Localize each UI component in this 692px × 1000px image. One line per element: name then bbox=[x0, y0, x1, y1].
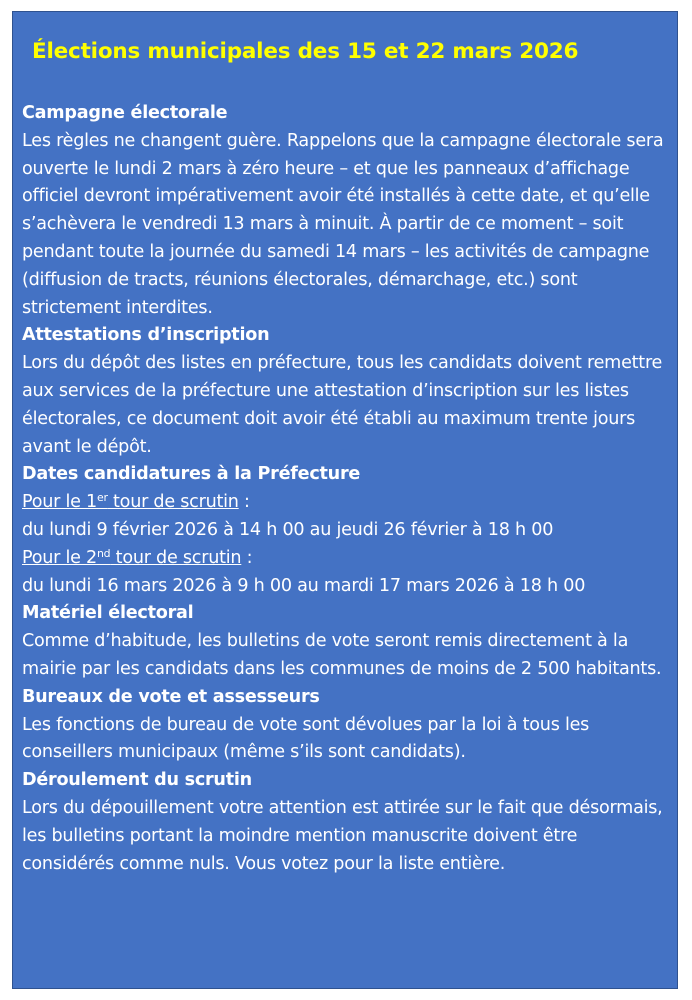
section-text-campagne: Les règles ne changent guère. Rappelons que la campagne électorale sera ouverte le lundi 2 mars à zéro heure – et que les panneaux d’affichage officiel devront impérativement avoir été installés à cette date, et qu’elle s’achèvera le vendredi 13 mars à minuit. À partir de ce moment – soit pendant toute la journée du samedi 14 mars – les activités de campagne (diffusion de tracts, réunions électorales, démarchage, etc.) sont strictement interdites. bbox=[22, 130, 664, 318]
section-heading-attestations: Attestations d’inscription bbox=[22, 325, 270, 346]
tour1-label-after: tour de scrutin bbox=[107, 492, 239, 513]
tour2-colon: : bbox=[241, 547, 253, 568]
tour1-label-sup: er bbox=[96, 491, 108, 505]
page-title: Élections municipales des 15 et 22 mars 2026 bbox=[32, 39, 579, 64]
section-text-materiel: Comme d’habitude, les bulletins de vote seront remis directement à la mairie par les candidats dans les communes de moins de 2 500 habitants. bbox=[22, 631, 662, 679]
tour2-label-before: Pour le 2 bbox=[22, 547, 97, 568]
section-heading-deroulement: Déroulement du scrutin bbox=[22, 770, 252, 791]
section-heading-campagne: Campagne électorale bbox=[22, 103, 228, 123]
tour2-label bbox=[22, 545, 674, 573]
tour2-dates: du lundi 16 mars 2026 à 9 h 00 au mardi 17 mars 2026 à 18 h 00 bbox=[22, 575, 586, 596]
section-text-attestations: Lors du dépôt des listes en préfecture, tous les candidats doivent remettre aux services de la préfecture une attestation d’inscription sur les listes électorales, ce document doit avoir été établi au maximum trente jours avant le dépôt. bbox=[22, 353, 663, 457]
tour1-colon: : bbox=[238, 492, 250, 513]
section-text-deroulement: Lors du dépouillement votre attention est attirée sur le fait que désormais, les bulletins portant la moindre mention manuscrite doivent être considérés comme nuls. Vous votez pour la liste entière. bbox=[22, 797, 663, 874]
section-heading-dates: Dates candidatures à la Préfecture bbox=[22, 464, 361, 485]
section-heading-bureaux: Bureaux de vote et assesseurs bbox=[22, 686, 320, 707]
tour1-dates: du lundi 9 février 2026 à 14 h 00 au jeudi 26 février à 18 h 00 bbox=[22, 519, 554, 540]
tour2-label-after: tour de scrutin bbox=[110, 547, 242, 568]
content-body bbox=[22, 100, 674, 878]
tour2-label-sup: nd bbox=[96, 546, 111, 560]
tour1-label bbox=[22, 489, 674, 517]
info-panel bbox=[12, 11, 678, 989]
section-heading-materiel: Matériel électoral bbox=[22, 603, 194, 624]
tour1-label-before: Pour le 1 bbox=[22, 492, 97, 513]
section-text-bureaux: Les fonctions de bureau de vote sont dévolues par la loi à tous les conseillers municipaux (même s’ils sont candidats). bbox=[22, 714, 590, 763]
